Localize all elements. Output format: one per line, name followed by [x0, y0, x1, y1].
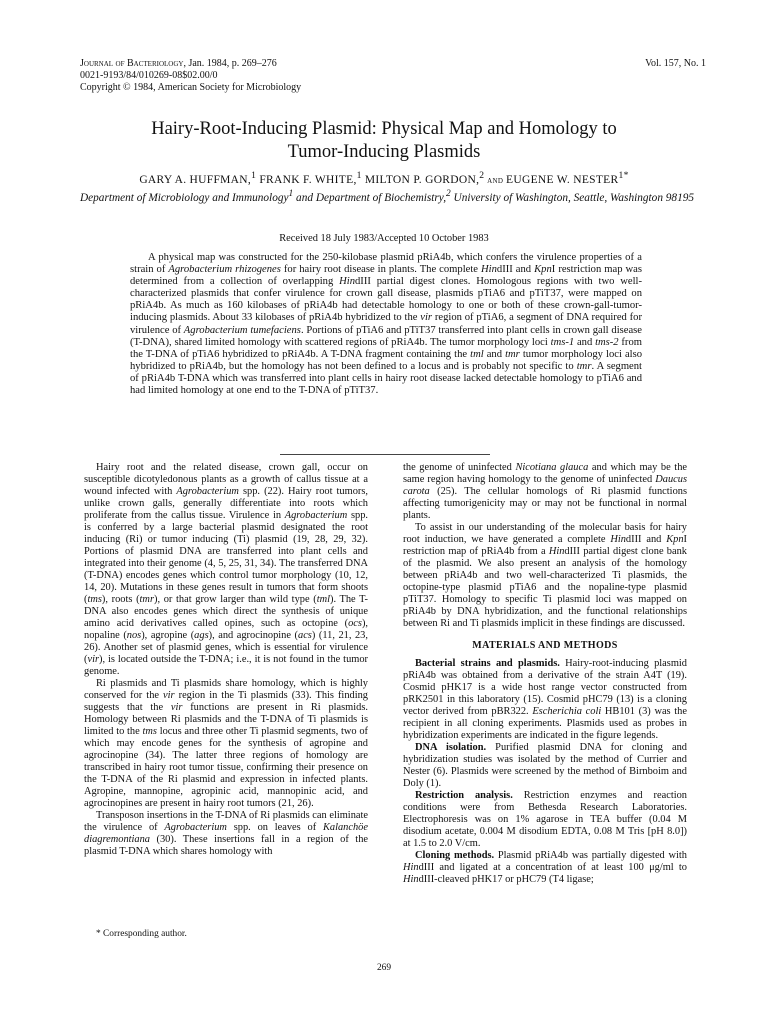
affiliation: Department of Microbiology and Immunology$^1$ and Department of Biochemistry,$^2$ University of Washington, Seattle, Washington 98195	[79, 189, 695, 204]
paragraph: Bacterial strains and plasmids. Hairy-root-inducing plasmid pRiA4b was obtained from a derivative of the strain A4T (19). Cosmid pHK17 is a wide host range vector constructed from pRK2501 in this laboratory (15). Cosmid pHC79 (13) is a cloning vector derived from pBR322. Escherichia coli HB101 (3) was the recipient in all cloning experiments. Plasmids used as probes in hybridization experiments are indicated in the figure legends.	[403, 658, 687, 741]
paragraph: Ri plasmids and Ti plasmids share homology, which is highly conserved for the vir region in the Ti plasmids (33). This finding suggests that the vir functions are present in Ri plasmids. Homology between Ri plasmids and the T-DNA of Ti plasmids is limited to the tms locus and three other Ti plasmid segments, two of which may encode genes for the synthesis of agropine and agrocinopine (34). The latter three regions of homology are transcribed in hairy root tumor tissue, confirming their presence on the T-DNA of the Ri plasmid and expression in infected plants. Agropine, mannopine, agropinic acid, mannopinic acid, and agrocinopines are present in hairy root tumors (21, 26).	[84, 678, 368, 809]
paragraph: To assist in our understanding of the molecular basis for hairy root induction, we have generated a complete HindIII and KpnI restriction map of pRiA4b from a HindIII partial digest clone bank of the plasmid. We also present an analysis of the homology between pRiA4b and two well-characterized Ti plasmids, the octopine-type plasmid pTiA6 and the nopaline-type plasmid pTiT37. Homology to specific Ti plasmid loci was mapped on pRiA4b by DNA hybridization, and the functional relationships between Ri and Ti plasmids implicit in these findings are discussed.	[403, 522, 687, 629]
author-list: GARY A. HUFFMAN,$^1$ FRANK F. WHITE,$^1$ MILTON P. GORDON,$^2$ and EUGENE W. $NESTER^{1*}$	[139, 170, 629, 186]
received-dates: Received 18 July 1983/Accepted 10 October 1983	[279, 233, 489, 244]
body-left-column	[84, 462, 368, 858]
volume-label: Vol. 157, No. 1	[645, 58, 706, 69]
paragraph: the genome of uninfected Nicotiana glauca and which may be the same region having homology to the genome of uninfected Daucus carota (25). The cellular homologs of Ri plasmid functions affecting tumorigenicity may or may not be functional in normal plants.	[403, 462, 688, 521]
paper-title: Hairy-Root-Inducing Plasmid: Physical Map and Homology to Tumor-Inducing Plasmids	[151, 119, 617, 162]
paragraph: Cloning methods. Plasmid pRiA4b was partially digested with HindIII and ligated at a concentration of at least 100 μg/ml to HindIII-cleaved pHK17 or pHC79 (T4 ligase;	[403, 850, 687, 885]
copyright-line: Copyright © 1984, American Society for Microbiology	[80, 82, 302, 93]
paragraph: Transposon insertions in the T-DNA of Ri plasmids can eliminate the virulence of Agrobacterium spp. on leaves of Kalanchöe diagremontiana (30). These insertions fall in a region of the plasmid T-DNA which shares homology with	[84, 810, 368, 857]
paragraph: DNA isolation. Purified plasmid DNA for cloning and hybridization studies was isolated by the method of Currier and Nester (6). Plasmids were screened by the method of Birnboim and Doly (1).	[403, 742, 688, 789]
page-number: 269	[376, 963, 392, 973]
paragraph: Restriction analysis. Restriction enzymes and reaction conditions were from Bethesda Research Laboratories. Electrophoresis was on 1% agarose in TEA buffer (0.04 M disodium acetate, 0.004 M disodium EDTA, 0.08 M Tris [pH 8.0]) at 1.5 to 2.0 V/cm.	[403, 790, 687, 849]
doi-code: 0021-9193/84/010269-08$02.00/0	[80, 70, 218, 81]
abstract: A physical map was constructed for the 250-kilobase plasmid pRiA4b, which confers the virulence properties of a strain of Agrobacterium rhizogenes for hairy root disease in plants. The complete HindIII and KpnI restriction map was determined from a collection of overlapping HindIII partial digest clones. Homologous regions with two well-characterized plasmids that confer virulence for crown gall disease, plasmids pTiA6 and pTiT37, were mapped on pRiA4b. As much as 160 kilobases of pRiA4b had detectable homology to one or both of these crown-gall-tumor-inducing plasmids. About 33 kilobases of pRiA4b hybridized to the vir region of pTiA6, a segment of DNA required for virulence of Agrobacterium tumefaciens. Portions of pTiA6 and pTiT37 transferred into plant cells in crown gall disease (T-DNA), shared limited homology with scattered regions of pRiA4b. The tumor morphology loci tms-1 and tms-2 from the T-DNA of pTiA6 hybridized to pRiA4b. A T-DNA fragment containing the tml and tmr tumor morphology loci also hybridized to pRiA4b, but the homology has not been defined to a locus and is probably not specific to tmr. A segment of pRiA4b T-DNA which was transferred into plant cells in hairy root disease lacked detectable homology to pTiA6 and had limited homology at one end to the T-DNA of pTiT37.	[130, 252, 643, 397]
body-right-column	[403, 462, 687, 886]
corresponding-author-footnote: * Corresponding author.	[96, 929, 187, 939]
abstract-divider	[280, 454, 490, 455]
section-heading: MATERIALS AND METHODS	[472, 640, 618, 651]
paragraph: Hairy root and the related disease, crown gall, occur on susceptible dicotyledonous plants as a growth of callus tissue at a wound infected with Agrobacterium spp. (22). Hairy root tumors, unlike crown galls, generally differentiate into roots which proliferate from the callus tissue. Virulence in Agrobacterium spp. is conferred by a large bacterial plasmid designated the root inducing (Ri) or tumor inducing (Ti) plasmid (19, 28, 29, 32). Portions of plasmid DNA are transferred into plant cells and integrated into their genome (4, 5, 25, 31, 34). The transferred DNA (T-DNA) encodes genes which control tumor morphology (10, 12, 14, 20). Mutations in these genes result in tumors that form shoots (tms), roots (tmr), or that grow larger than wild type (tml). The T-DNA also encodes genes which direct the synthesis of unique amino acid derivatives called opines, such as octopine (ocs), nopaline (nos), agropine (ags), and agrocinopine (acs) (11, 21, 23, 26). Another set of plasmid genes, which is essential for virulence (vir), is located outside the T-DNA; i.e., it is not found in the tumor genome.	[84, 462, 369, 677]
journal-header	[80, 58, 301, 94]
journal-citation: Journal of Bacteriology, Jan. 1984, p. 269–276	[80, 58, 277, 69]
